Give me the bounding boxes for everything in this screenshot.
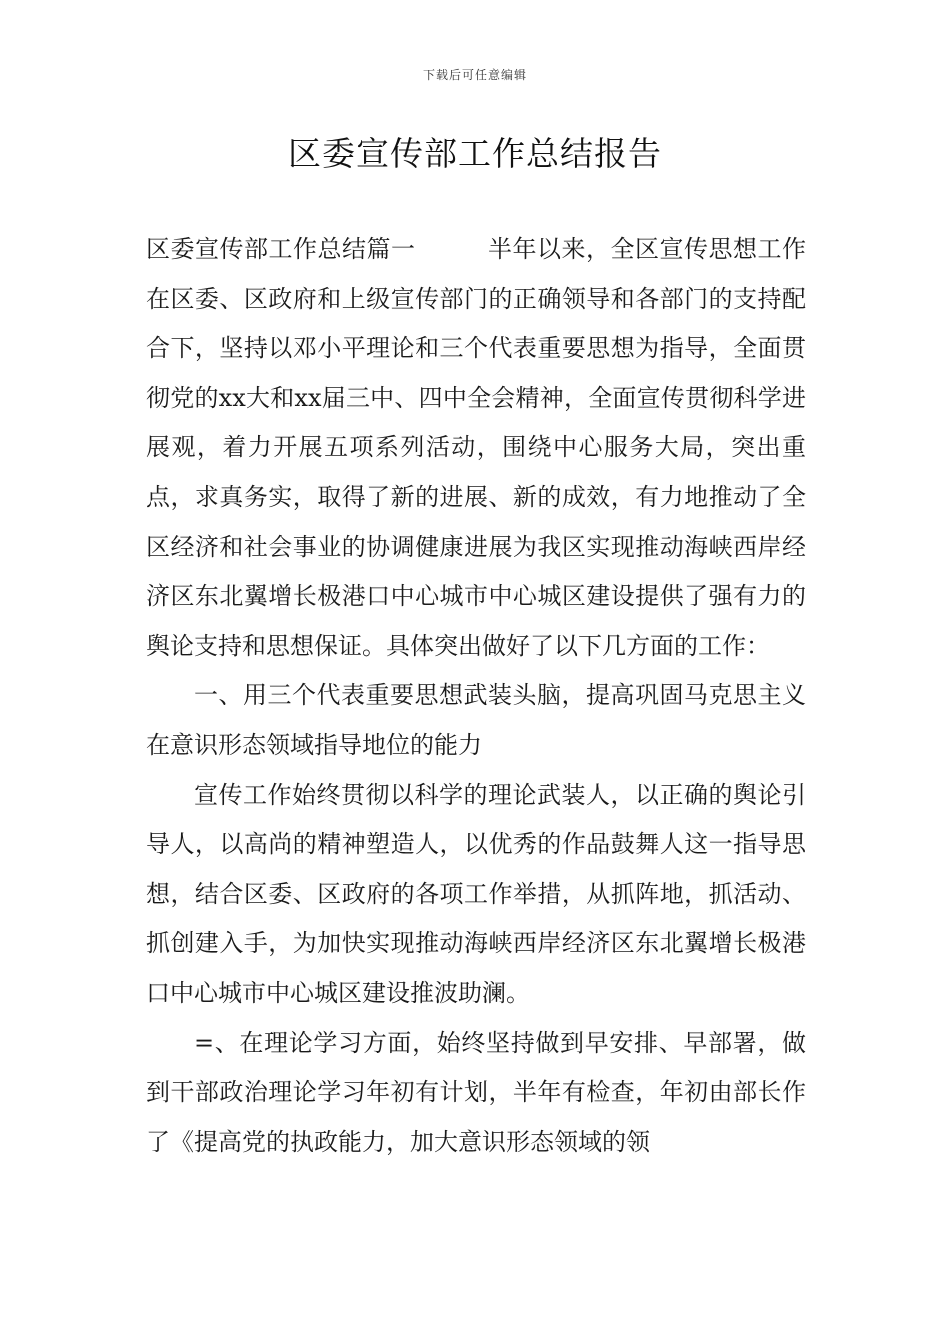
header-note: 下载后可任意编辑 [422,68,527,82]
document-body [146,225,806,1167]
paragraph-4: =、在理论学习方面，始终坚持做到早安排、早部署，做到干部政治理论学习年初有计划，半年有检查，年初由部长作了《提高党的执政能力，加大意识形态领域的领 [146,1028,806,1156]
paragraph-intro [146,225,806,671]
document-title: 区委宣传部工作总结报告 [288,134,662,173]
paragraph-section-1-heading: 一、用三个代表重要思想武装头脑，提高巩固马克思主义在意识形态领域指导地位的能力 [146,681,806,759]
paragraph-3: 宣传工作始终贯彻以科学的理论武装人，以正确的舆论引导人，以高尚的精神塑造人，以优秀的作品鼓舞人这一指导思想，结合区委、区政府的各项工作举措，从抓阵地，抓活动、抓创建入手，为加快实现推动海峡西岸经济区东北翼增长极港口中心城市中心城区建设推波助澜。 [146,780,806,1007]
paragraph-1-text: 半年以来，全区宣传思想工作在区委、区政府和上级宣传部门的正确领导和各部门的支持配合下，坚持以邓小平理论和三个代表重要思想为指导，全面贯彻党的xx大和xx届三中、四中全会精神，全面宣传贯彻科学进展观，着力开展五项系列活动，围绕中心服务大局，突出重点，求真务实，取得了新的进展、新的成效，有力地推动了全区经济和社会事业的协调健康进展为我区实现推动海峡西岸经济区东北翼增长极港口中心城市中心城区建设提供了强有力的舆论支持和思想保证。具体突出做好了以下几方面的工作： [146,235,806,660]
intro-heading: 区委宣传部工作总结篇一 [146,235,416,263]
